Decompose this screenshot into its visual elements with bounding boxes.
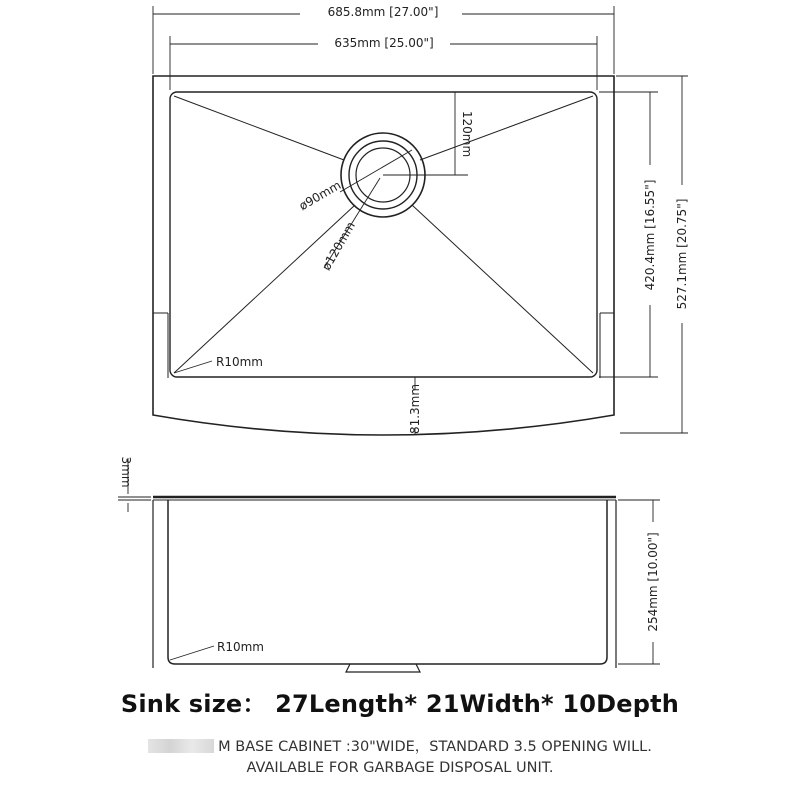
side-view [118, 458, 660, 672]
corner-radius-side-label: R10mm [217, 640, 264, 654]
slope-line-bl [174, 205, 355, 373]
drain-stub [346, 664, 420, 672]
top-view [153, 6, 688, 435]
bowl-width-label: 635mm [25.00"] [334, 36, 434, 50]
overall-width-label: 685.8mm [27.00"] [327, 5, 439, 19]
slope-line-tr [420, 96, 593, 160]
caption-line-1 [0, 735, 800, 756]
slope-line-br [412, 205, 593, 373]
bowl-depth-label: 254mm [10.00"] [646, 532, 660, 632]
bowl-length-label: 420.4mm [16.55"] [643, 179, 657, 291]
drain-outer-diameter-label: ø120mm [319, 219, 359, 273]
blurred-text-block [148, 739, 214, 753]
corner-radius-top-label: R10mm [216, 355, 263, 369]
sink-size-title: Sink size： 27Length* 21Width* 10Depth [120, 690, 680, 718]
caption-line-1-text: M BASE CABINET :30"WIDE，STANDARD 3.5 OPENING WILL. [218, 739, 652, 755]
slope-line-tl [174, 96, 344, 160]
caption-line-2: AVAILABLE FOR GARBAGE DISPOSAL UNIT. [246, 760, 554, 776]
bowl-outline [170, 92, 597, 377]
sink-outer-outline [153, 76, 614, 435]
drain-offset-label: 120mm [460, 110, 474, 158]
rim-thickness-label: 3mm [119, 456, 133, 488]
drain-inner-diameter-label: ø90mm [296, 177, 344, 214]
overall-length-label: 527.1mm [20.75"] [675, 198, 689, 310]
apron-depth-label: 81.3mm [408, 383, 422, 435]
